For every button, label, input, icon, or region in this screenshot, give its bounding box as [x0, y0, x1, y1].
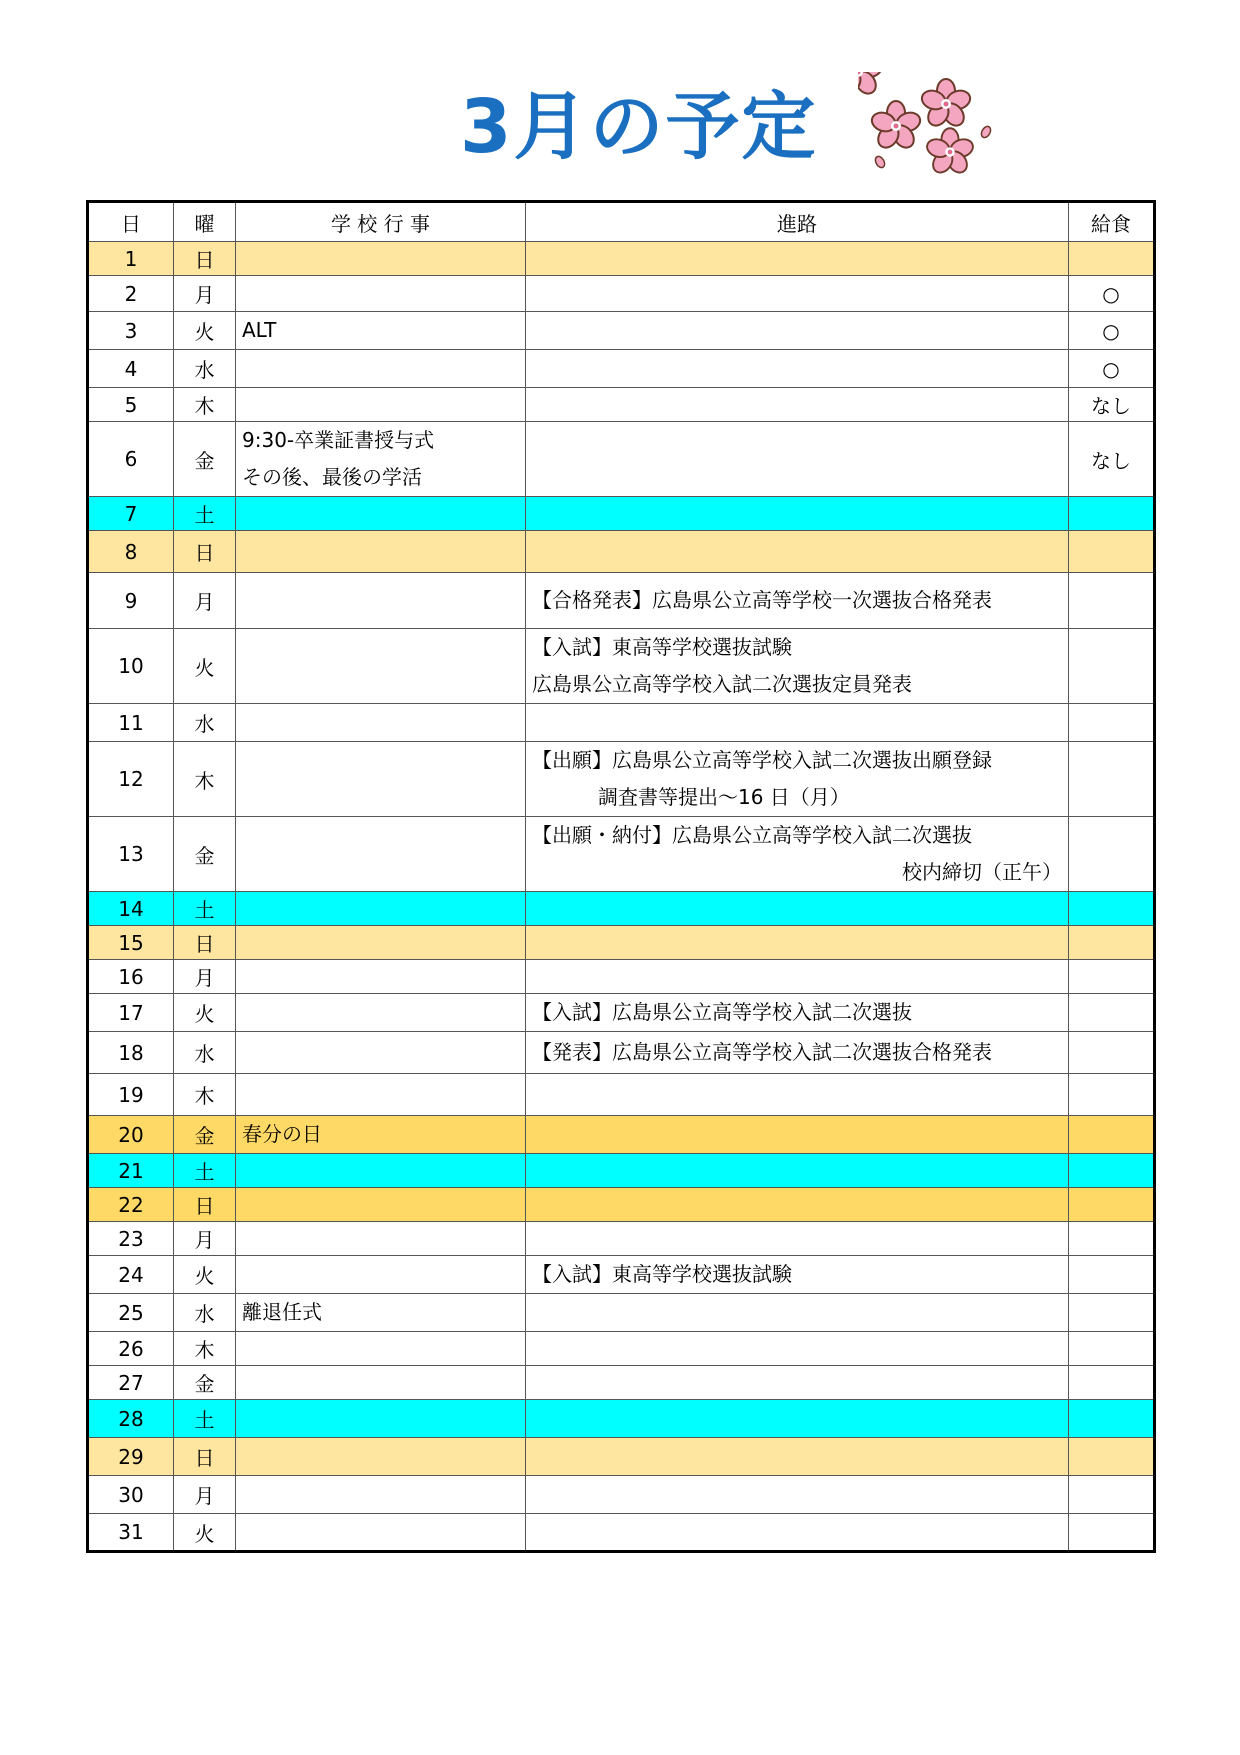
- lunch-cell: [1069, 1032, 1155, 1074]
- table-row: [88, 497, 1155, 531]
- event-line: 離退任式: [242, 1300, 322, 1324]
- day-cell: 3: [88, 312, 174, 350]
- weekday-cell: 月: [174, 1222, 236, 1256]
- path-cell: [526, 629, 1069, 704]
- day-cell: 31: [88, 1514, 174, 1552]
- lunch-cell: [1069, 1438, 1155, 1476]
- path-cell: [526, 497, 1069, 531]
- page-title: 3月の予定: [460, 84, 818, 170]
- lunch-cell: [1069, 1188, 1155, 1222]
- table-row: [88, 1366, 1155, 1400]
- schedule-table: [86, 200, 1156, 1553]
- events-cell: [236, 422, 526, 497]
- path-line: 調査書等提出～16 日（月）: [598, 785, 850, 809]
- lunch-cell: [1069, 1366, 1155, 1400]
- events-cell: [236, 1116, 526, 1154]
- table-row: [88, 1256, 1155, 1294]
- path-cell: [526, 276, 1069, 312]
- path-cell: [526, 350, 1069, 388]
- weekday-cell: 木: [174, 388, 236, 422]
- events-cell: [236, 1256, 526, 1294]
- lunch-cell: ○: [1069, 350, 1155, 388]
- events-cell: [236, 242, 526, 276]
- table-row: [88, 1476, 1155, 1514]
- path-cell: [526, 1116, 1069, 1154]
- weekday-cell: 金: [174, 1116, 236, 1154]
- weekday-cell: 月: [174, 573, 236, 629]
- events-cell: [236, 531, 526, 573]
- path-cell: [526, 704, 1069, 742]
- lunch-cell: [1069, 1154, 1155, 1188]
- day-cell: 16: [88, 960, 174, 994]
- lunch-cell: [1069, 1116, 1155, 1154]
- path-line: 【入試】広島県公立高等学校入試二次選抜: [532, 1000, 912, 1024]
- day-cell: 21: [88, 1154, 174, 1188]
- weekday-cell: 木: [174, 1332, 236, 1366]
- lunch-cell: [1069, 742, 1155, 817]
- table-row: [88, 531, 1155, 573]
- events-cell: [236, 1400, 526, 1438]
- table-row: [88, 1514, 1155, 1552]
- events-cell: [236, 629, 526, 704]
- weekday-cell: 日: [174, 242, 236, 276]
- day-cell: 6: [88, 422, 174, 497]
- day-cell: 18: [88, 1032, 174, 1074]
- table-row: [88, 926, 1155, 960]
- path-cell: [526, 242, 1069, 276]
- path-cell: [526, 573, 1069, 629]
- weekday-cell: 日: [174, 926, 236, 960]
- events-cell: [236, 1366, 526, 1400]
- weekday-cell: 土: [174, 892, 236, 926]
- weekday-cell: 金: [174, 817, 236, 892]
- events-cell: [236, 704, 526, 742]
- weekday-cell: 水: [174, 350, 236, 388]
- events-cell: [236, 1332, 526, 1366]
- day-cell: 9: [88, 573, 174, 629]
- weekday-cell: 月: [174, 1476, 236, 1514]
- header-lunch: 給食: [1069, 202, 1155, 242]
- weekday-cell: 月: [174, 276, 236, 312]
- day-cell: 27: [88, 1366, 174, 1400]
- lunch-cell: [1069, 531, 1155, 573]
- path-cell: [526, 1294, 1069, 1332]
- path-cell: [526, 960, 1069, 994]
- path-line: 【入試】東高等学校選抜試験: [532, 635, 792, 659]
- weekday-cell: 水: [174, 704, 236, 742]
- sakura-flowers-icon: [858, 72, 998, 184]
- table-row: [88, 1400, 1155, 1438]
- lunch-cell: なし: [1069, 388, 1155, 422]
- day-cell: 23: [88, 1222, 174, 1256]
- path-cell: [526, 1222, 1069, 1256]
- table-row: [88, 242, 1155, 276]
- events-cell: [236, 892, 526, 926]
- path-line: 【入試】東高等学校選抜試験: [532, 1262, 792, 1286]
- weekday-cell: 火: [174, 312, 236, 350]
- header-weekday: 曜: [174, 202, 236, 242]
- table-row: [88, 1032, 1155, 1074]
- day-cell: 20: [88, 1116, 174, 1154]
- day-cell: 22: [88, 1188, 174, 1222]
- day-cell: 25: [88, 1294, 174, 1332]
- table-row: [88, 276, 1155, 312]
- table-row: [88, 1116, 1155, 1154]
- events-cell: [236, 388, 526, 422]
- lunch-cell: [1069, 573, 1155, 629]
- weekday-cell: 火: [174, 629, 236, 704]
- lunch-cell: [1069, 1074, 1155, 1116]
- path-cell: [526, 1074, 1069, 1116]
- events-cell: [236, 817, 526, 892]
- weekday-cell: 木: [174, 742, 236, 817]
- path-line: 【出願・納付】広島県公立高等学校入試二次選抜: [532, 823, 972, 847]
- lunch-cell: [1069, 1256, 1155, 1294]
- lunch-cell: [1069, 960, 1155, 994]
- table-row: [88, 1294, 1155, 1332]
- table-row: [88, 704, 1155, 742]
- path-cell: [526, 817, 1069, 892]
- path-line: 【合格発表】広島県公立高等学校一次選抜合格発表: [532, 588, 992, 612]
- day-cell: 19: [88, 1074, 174, 1116]
- day-cell: 13: [88, 817, 174, 892]
- weekday-cell: 火: [174, 994, 236, 1032]
- path-cell: [526, 1514, 1069, 1552]
- events-cell: [236, 994, 526, 1032]
- event-line: 9:30-卒業証書授与式: [242, 428, 435, 452]
- day-cell: 17: [88, 994, 174, 1032]
- table-row: [88, 742, 1155, 817]
- day-cell: 10: [88, 629, 174, 704]
- lunch-cell: [1069, 704, 1155, 742]
- day-cell: 4: [88, 350, 174, 388]
- event-line: その後、最後の学活: [242, 465, 422, 489]
- header-row: [88, 202, 1155, 242]
- lunch-cell: [1069, 629, 1155, 704]
- events-cell: [236, 573, 526, 629]
- lunch-cell: [1069, 1400, 1155, 1438]
- events-cell: [236, 1294, 526, 1332]
- events-cell: [236, 1032, 526, 1074]
- path-cell: [526, 1032, 1069, 1074]
- day-cell: 24: [88, 1256, 174, 1294]
- lunch-cell: [1069, 497, 1155, 531]
- path-cell: [526, 994, 1069, 1032]
- path-cell: [526, 422, 1069, 497]
- path-line: 校内締切（正午）: [902, 860, 1062, 884]
- day-cell: 15: [88, 926, 174, 960]
- weekday-cell: 水: [174, 1032, 236, 1074]
- events-cell: [236, 497, 526, 531]
- day-cell: 7: [88, 497, 174, 531]
- path-cell: [526, 1332, 1069, 1366]
- lunch-cell: [1069, 994, 1155, 1032]
- table-row: [88, 960, 1155, 994]
- table-row: [88, 1188, 1155, 1222]
- path-line: 広島県公立高等学校入試二次選抜定員発表: [532, 672, 912, 696]
- header-events: 学 校 行 事: [236, 202, 526, 242]
- path-cell: [526, 1438, 1069, 1476]
- weekday-cell: 水: [174, 1294, 236, 1332]
- weekday-cell: 月: [174, 960, 236, 994]
- day-cell: 5: [88, 388, 174, 422]
- path-cell: [526, 926, 1069, 960]
- table-row: [88, 994, 1155, 1032]
- weekday-cell: 火: [174, 1514, 236, 1552]
- table-row: [88, 1332, 1155, 1366]
- path-cell: [526, 1256, 1069, 1294]
- weekday-cell: 土: [174, 497, 236, 531]
- path-cell: [526, 312, 1069, 350]
- day-cell: 28: [88, 1400, 174, 1438]
- table-row: [88, 388, 1155, 422]
- lunch-cell: [1069, 1294, 1155, 1332]
- path-cell: [526, 892, 1069, 926]
- weekday-cell: 火: [174, 1256, 236, 1294]
- table-row: [88, 817, 1155, 892]
- events-cell: [236, 1188, 526, 1222]
- event-line: 春分の日: [242, 1122, 322, 1146]
- lunch-cell: [1069, 817, 1155, 892]
- table-row: [88, 1222, 1155, 1256]
- day-cell: 30: [88, 1476, 174, 1514]
- path-cell: [526, 531, 1069, 573]
- events-cell: [236, 1514, 526, 1552]
- path-cell: [526, 1476, 1069, 1514]
- events-cell: [236, 1222, 526, 1256]
- events-cell: [236, 276, 526, 312]
- table-row: [88, 312, 1155, 350]
- path-cell: [526, 1154, 1069, 1188]
- events-cell: [236, 1476, 526, 1514]
- day-cell: 12: [88, 742, 174, 817]
- day-cell: 29: [88, 1438, 174, 1476]
- weekday-cell: 木: [174, 1074, 236, 1116]
- day-cell: 26: [88, 1332, 174, 1366]
- table-row: [88, 892, 1155, 926]
- events-cell: [236, 742, 526, 817]
- table-row: [88, 1438, 1155, 1476]
- lunch-cell: [1069, 1332, 1155, 1366]
- header-day: 日: [88, 202, 174, 242]
- weekday-cell: 日: [174, 531, 236, 573]
- events-cell: [236, 350, 526, 388]
- lunch-cell: [1069, 1222, 1155, 1256]
- event-line: ALT: [242, 318, 277, 342]
- table-row: [88, 1154, 1155, 1188]
- lunch-cell: [1069, 1476, 1155, 1514]
- path-line: 【発表】広島県公立高等学校入試二次選抜合格発表: [532, 1040, 992, 1064]
- lunch-cell: [1069, 242, 1155, 276]
- table-row: [88, 573, 1155, 629]
- events-cell: [236, 312, 526, 350]
- table-row: [88, 629, 1155, 704]
- weekday-cell: 金: [174, 1366, 236, 1400]
- lunch-cell: [1069, 926, 1155, 960]
- events-cell: [236, 1154, 526, 1188]
- weekday-cell: 日: [174, 1438, 236, 1476]
- events-cell: [236, 960, 526, 994]
- path-cell: [526, 1188, 1069, 1222]
- lunch-cell: [1069, 892, 1155, 926]
- table-row: [88, 422, 1155, 497]
- events-cell: [236, 1074, 526, 1116]
- weekday-cell: 土: [174, 1400, 236, 1438]
- header-path: 進路: [526, 202, 1069, 242]
- lunch-cell: ○: [1069, 312, 1155, 350]
- lunch-cell: なし: [1069, 422, 1155, 497]
- day-cell: 2: [88, 276, 174, 312]
- table-row: [88, 1074, 1155, 1116]
- day-cell: 14: [88, 892, 174, 926]
- day-cell: 11: [88, 704, 174, 742]
- weekday-cell: 日: [174, 1188, 236, 1222]
- path-cell: [526, 1366, 1069, 1400]
- day-cell: 8: [88, 531, 174, 573]
- table-row: [88, 350, 1155, 388]
- day-cell: 1: [88, 242, 174, 276]
- path-cell: [526, 1400, 1069, 1438]
- path-cell: [526, 388, 1069, 422]
- weekday-cell: 金: [174, 422, 236, 497]
- weekday-cell: 土: [174, 1154, 236, 1188]
- path-line: 【出願】広島県公立高等学校入試二次選抜出願登録: [532, 748, 992, 772]
- lunch-cell: [1069, 1514, 1155, 1552]
- events-cell: [236, 1438, 526, 1476]
- lunch-cell: ○: [1069, 276, 1155, 312]
- path-cell: [526, 742, 1069, 817]
- events-cell: [236, 926, 526, 960]
